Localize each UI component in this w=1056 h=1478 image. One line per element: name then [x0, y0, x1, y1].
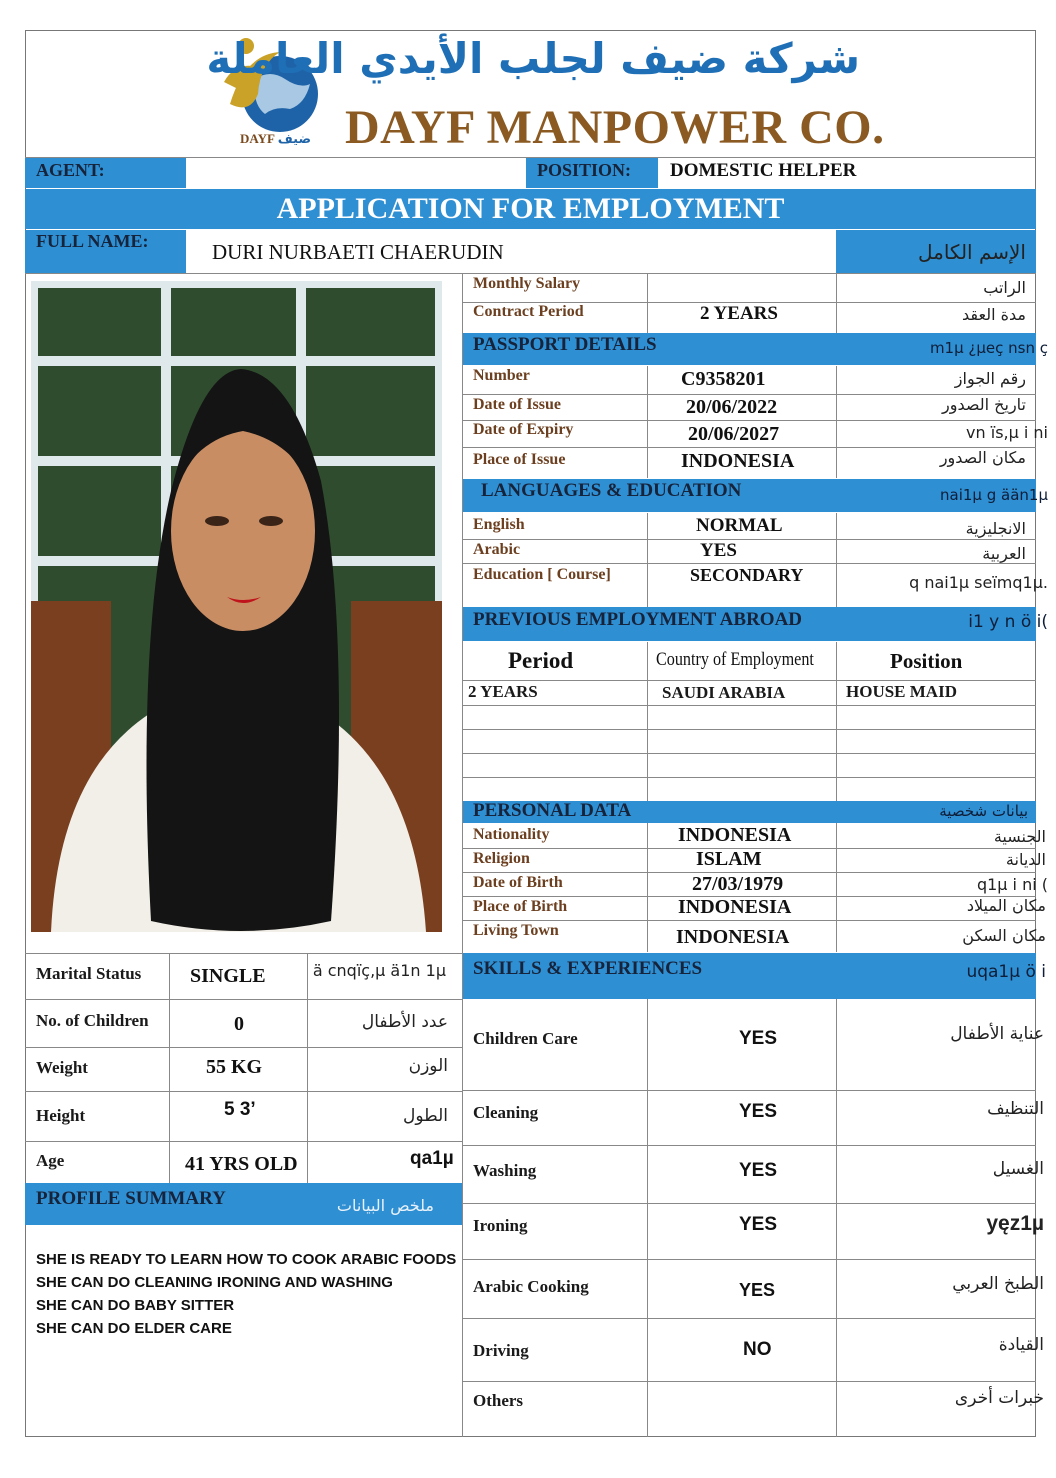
- profile-summary-title-ar: ملخص البيانات: [336, 1196, 434, 1215]
- birth-date-label: Date of Birth: [473, 874, 563, 891]
- skill-cleaning-label: Cleaning: [473, 1103, 539, 1122]
- position-value: DOMESTIC HELPER: [670, 160, 857, 181]
- expiry-date-value: 20/06/2027: [688, 423, 780, 445]
- personal-data-title-ar: بيانات شخصية: [939, 802, 1028, 820]
- education-label: Education [ Course]: [473, 566, 611, 583]
- skill-washing-label: Washing: [473, 1161, 537, 1180]
- expiry-date-ar: vn ïs,µ i ni: [966, 423, 1048, 442]
- religion-ar: الديانة: [1005, 850, 1046, 869]
- arabic-label: Arabic: [473, 541, 521, 558]
- position-column-header: Position: [890, 649, 963, 673]
- children-count-value: 0: [234, 1013, 244, 1035]
- skill-cleaning-value: YES: [739, 1101, 778, 1122]
- birth-date-ar: ) q1µ i ni: [976, 875, 1048, 894]
- birth-date-value: 27/03/1979: [692, 873, 784, 895]
- skill-ironing-value: YES: [739, 1214, 778, 1235]
- skill-washing-value: YES: [739, 1160, 778, 1181]
- issue-place-value: INDONESIA: [681, 450, 795, 472]
- living-town-ar: مكان السكن: [962, 926, 1046, 945]
- skill-children-care-value: YES: [739, 1028, 778, 1049]
- languages-title: LANGUAGES & EDUCATION: [481, 480, 742, 501]
- employment-period: 2 YEARS: [468, 682, 538, 701]
- company-arabic-name: شركة ضيف لجلب الأيدي العاملة: [206, 34, 860, 83]
- height-value: 5 3’: [224, 1099, 256, 1120]
- religion-label: Religion: [473, 850, 530, 867]
- fullname-label: FULL NAME:: [36, 231, 149, 251]
- passport-number-label: Number: [473, 367, 530, 384]
- skill-ironing-ar: yęz1µ: [986, 1212, 1044, 1235]
- position-label: POSITION:: [537, 160, 632, 180]
- birth-place-ar: مكان الميلاد: [966, 896, 1046, 915]
- skill-arabic-cooking-ar: الطبخ العربي: [952, 1274, 1044, 1294]
- passport-title-ar: m1µ ¿µeç nsn ç: [929, 339, 1048, 357]
- english-label: English: [473, 516, 525, 533]
- issue-date-label: Date of Issue: [473, 396, 561, 413]
- personal-data-title: PERSONAL DATA: [473, 800, 632, 821]
- employment-country: SAUDI ARABIA: [662, 683, 786, 702]
- logo-arabic: ضيف: [277, 132, 312, 147]
- living-town-label: Living Town: [473, 922, 559, 939]
- marital-status-label: Marital Status: [36, 964, 142, 983]
- religion-value: ISLAM: [696, 848, 762, 870]
- passport-number-ar: رقم الجواز: [954, 369, 1026, 388]
- fullname-value: DURI NURBAETI CHAERUDIN: [212, 240, 504, 264]
- skill-children-care-ar: عناية الأطفال: [950, 1024, 1044, 1044]
- marital-status-value: SINGLE: [190, 965, 266, 987]
- english-ar: الانجليزية: [965, 519, 1026, 538]
- skill-driving-ar: القيادة: [998, 1335, 1044, 1355]
- skill-children-care-label: Children Care: [473, 1029, 578, 1048]
- skill-arabic-cooking-label: Arabic Cooking: [473, 1277, 589, 1296]
- logo-text: DAYF: [240, 131, 275, 146]
- profile-line-1: SHE IS READY TO LEARN HOW TO COOK ARABIC FOODS: [36, 1251, 457, 1268]
- nationality-label: Nationality: [473, 826, 550, 843]
- languages-title-ar: nai1µ g ään1µ: [940, 486, 1048, 504]
- profile-line-2: SHE CAN DO CLEANING IRONING AND WASHING: [36, 1274, 393, 1291]
- skill-driving-value: NO: [743, 1339, 772, 1360]
- monthly-salary-label: Monthly Salary: [473, 275, 581, 292]
- expiry-date-label: Date of Expiry: [473, 421, 574, 438]
- monthly-salary-ar: الراتب: [983, 278, 1026, 297]
- marital-status-ar: ä cnqïç,µ ä1n 1µ: [312, 961, 446, 980]
- issue-date-value: 20/06/2022: [686, 396, 778, 418]
- birth-place-value: INDONESIA: [678, 896, 792, 918]
- passport-number-value: C9358201: [681, 368, 766, 390]
- fullname-arabic: الإسم الكامل: [917, 240, 1026, 264]
- profile-line-4: SHE CAN DO ELDER CARE: [36, 1320, 232, 1337]
- nationality-ar: الجنسية: [993, 827, 1046, 846]
- skill-arabic-cooking-value: YES: [739, 1280, 776, 1300]
- skill-others-ar: خبرات أخرى: [954, 1388, 1044, 1408]
- skill-cleaning-ar: التنظيف: [987, 1099, 1044, 1119]
- arabic-value: YES: [700, 540, 737, 561]
- employment-position: HOUSE MAID: [846, 682, 957, 701]
- english-value: NORMAL: [696, 515, 783, 536]
- previous-employment-title-ar: )i1 y n ö i: [968, 612, 1048, 632]
- living-town-value: INDONESIA: [676, 926, 790, 948]
- issue-date-ar: تاريخ الصدور: [942, 395, 1026, 414]
- agent-label: AGENT:: [36, 160, 105, 180]
- applicant-photo: [31, 281, 442, 932]
- skill-driving-label: Driving: [473, 1341, 529, 1360]
- logo-caption: [240, 131, 311, 147]
- contract-period-label: Contract Period: [473, 303, 584, 320]
- age-ar: qa1µ: [410, 1148, 454, 1169]
- skill-ironing-label: Ironing: [473, 1216, 528, 1235]
- profile-line-3: SHE CAN DO BABY SITTER: [36, 1297, 235, 1314]
- birth-place-label: Place of Birth: [473, 898, 568, 915]
- skill-washing-ar: الغسيل: [992, 1159, 1044, 1179]
- children-count-label: No. of Children: [36, 1011, 149, 1030]
- height-label: Height: [36, 1106, 86, 1125]
- education-ar: .q nai1µ seïmq1µ: [909, 573, 1048, 592]
- contract-period-ar: مدة العقد: [962, 305, 1026, 324]
- company-english-name: DAYF MANPOWER CO.: [345, 101, 885, 154]
- children-count-ar: عدد الأطفال: [361, 1012, 448, 1032]
- previous-employment-title: PREVIOUS EMPLOYMENT ABROAD: [473, 609, 803, 630]
- age-label: Age: [36, 1151, 65, 1170]
- country-column-header: Country of Employment: [656, 649, 814, 670]
- profile-summary-title: PROFILE SUMMARY: [36, 1188, 226, 1209]
- form-title: APPLICATION FOR EMPLOYMENT: [276, 192, 785, 225]
- skills-title: SKILLS & EXPERIENCES: [473, 958, 703, 979]
- education-value: SECONDARY: [690, 565, 804, 585]
- passport-title: PASSPORT DETAILS: [473, 334, 657, 355]
- issue-place-label: Place of Issue: [473, 451, 566, 468]
- weight-label: Weight: [36, 1058, 88, 1077]
- period-column-header: Period: [508, 648, 574, 673]
- skills-title-ar: uqa1µ ö i: [966, 962, 1046, 982]
- arabic-ar: العربية: [982, 544, 1026, 563]
- height-ar: الطول: [403, 1106, 448, 1126]
- skill-others-label: Others: [473, 1391, 524, 1410]
- contract-period-value: 2 YEARS: [700, 303, 778, 324]
- weight-value: 55 KG: [206, 1056, 263, 1078]
- age-value: 41 YRS OLD: [185, 1153, 298, 1175]
- weight-ar: الوزن: [408, 1056, 448, 1076]
- issue-place-ar: مكان الصدور: [939, 448, 1026, 467]
- nationality-value: INDONESIA: [678, 824, 792, 846]
